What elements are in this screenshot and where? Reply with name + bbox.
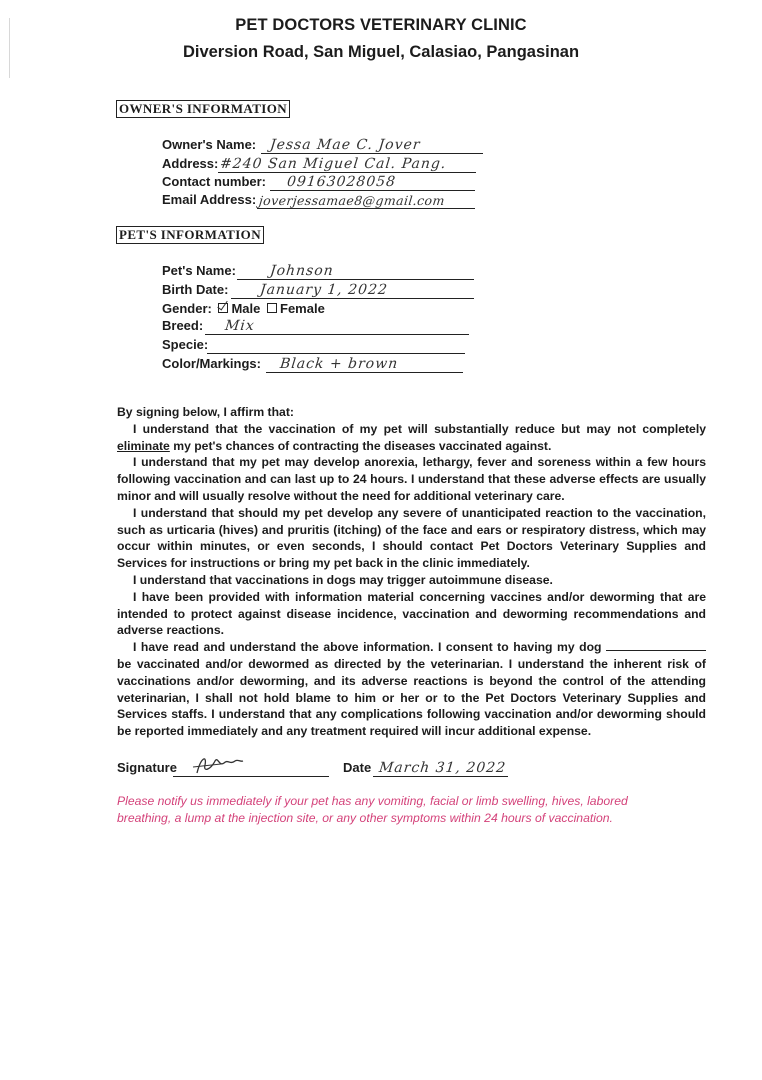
date-line: [373, 776, 508, 777]
affirmation-paragraph: [117, 421, 706, 455]
contact-number-value: 09163028058: [286, 174, 397, 190]
affirmation-p1-underlined: eliminate: [117, 438, 170, 453]
color-markings-line: [266, 372, 463, 373]
contact-number-field[interactable]: [162, 173, 476, 191]
email-value: joverjessamae8@gmail.com: [258, 193, 446, 208]
breed-field[interactable]: [162, 317, 470, 335]
owner-name-line: [261, 153, 483, 154]
birth-date-label: Birth Date:: [162, 282, 229, 297]
female-checkbox[interactable]: [267, 303, 277, 313]
birth-date-value: January 1, 2022: [259, 282, 389, 298]
owner-name-field[interactable]: [162, 136, 484, 154]
email-field[interactable]: [162, 191, 476, 209]
specie-field[interactable]: [162, 336, 466, 354]
owner-name-value: Jessa Mae C. Jover: [269, 137, 422, 153]
dog-name-blank[interactable]: [606, 640, 706, 651]
owner-name-label: Owner's Name:: [162, 137, 257, 152]
pet-name-value: Johnson: [269, 263, 335, 279]
address-value: #240 San Miguel Cal. Pang.: [219, 156, 448, 172]
affirmation-p6-text-end: be vaccinated and/or dewormed as directed by the veterinarian. I understand the inherent risk of vaccinations and/or deworming, and its adverse reactions is beyond the control of the attending veterinarian, I shall not hold blame to him or her or to the Pet Doctors Veterinary Supplies and Services staffs. I understand that any complications following vaccination and/or deworming should be reported immediately and any treatment required will incur additional expense.: [117, 656, 706, 739]
gender-field: [162, 300, 325, 318]
affirmation-p6-text: I have read and understand the above information. I consent to having my dog: [133, 640, 606, 655]
pet-name-field[interactable]: [162, 262, 475, 280]
date-field[interactable]: [343, 759, 509, 777]
affirmation-p1-text: I understand that the vaccination of my pet will substantially reduce but may not completely: [133, 421, 706, 436]
address-field[interactable]: [162, 155, 477, 173]
owner-section-title: OWNER'S INFORMATION: [116, 100, 290, 118]
address-label: Address:: [162, 156, 219, 171]
clinic-address: Diversion Road, San Miguel, Calasiao, Pangasinan: [182, 43, 580, 61]
specie-label: Specie:: [162, 337, 209, 352]
affirmation-paragraph: I understand that vaccinations in dogs may trigger autoimmune disease.: [133, 572, 553, 587]
specie-line: [207, 353, 465, 354]
contact-number-label: Contact number:: [162, 174, 266, 189]
affirmation-intro: By signing below, I affirm that:: [117, 405, 294, 419]
color-markings-value: Black + brown: [279, 356, 399, 372]
signature-label: Signature: [117, 760, 177, 775]
birth-date-line: [231, 298, 474, 299]
breed-label: Breed:: [162, 318, 204, 333]
female-option-label: Female: [280, 301, 325, 316]
affirmation-text: [117, 404, 706, 740]
affirmation-p1-text-end: my pet's chances of contracting the diseases vaccinated against.: [169, 438, 552, 453]
color-markings-label: Color/Markings:: [162, 356, 261, 371]
breed-value: Mix: [224, 318, 256, 334]
email-line: [257, 208, 475, 209]
pet-section-title: PET'S INFORMATION: [116, 226, 264, 244]
affirmation-paragraph: I have been provided with information material concerning vaccines and/or deworming that are intended to protect against disease incidence, vaccination and deworming recommendations and adverse reactions.: [117, 589, 706, 638]
affirmation-paragraph: I understand that should my pet develop any severe of unanticipated reaction to the vaccination, such as urticaria (hives) and pruritis (itching) of the face and ears or respiratory distress, which may occur within minutes, or even seconds, I should contact Pet Doctors Veterinary Supplies and Services for instructions or bring my pet back in the clinic immediately.: [117, 505, 706, 571]
male-checkbox[interactable]: [218, 303, 228, 313]
birth-date-field[interactable]: [162, 281, 475, 299]
pet-name-line: [237, 279, 474, 280]
clinic-name: PET DOCTORS VETERINARY CLINIC: [235, 16, 527, 34]
signature-scribble: [191, 753, 251, 777]
gender-label: Gender:: [162, 301, 212, 316]
color-markings-field[interactable]: [162, 355, 464, 373]
breed-line: [205, 334, 469, 335]
male-option-label: Male: [231, 301, 261, 316]
signature-field[interactable]: [117, 759, 329, 777]
pet-name-label: Pet's Name:: [162, 263, 236, 278]
email-label: Email Address:: [162, 192, 257, 207]
affirmation-paragraph: [117, 639, 706, 740]
date-label: Date: [343, 760, 372, 775]
date-value: March 31, 2022: [378, 760, 507, 776]
affirmation-paragraph: I understand that my pet may develop anorexia, lethargy, fever and soreness within a few hours following vaccination and can last up to 24 hours. I understand that these adverse effects are usually minor and will usually resolve without the need for additional veterinary care.: [117, 455, 706, 503]
notice-text: Please notify us immediately if your pet has any vomiting, facial or limb swelling, hives, labored breathing, a lump at the injection site, or any other symptoms within 24 hours of vaccination.: [117, 794, 628, 825]
